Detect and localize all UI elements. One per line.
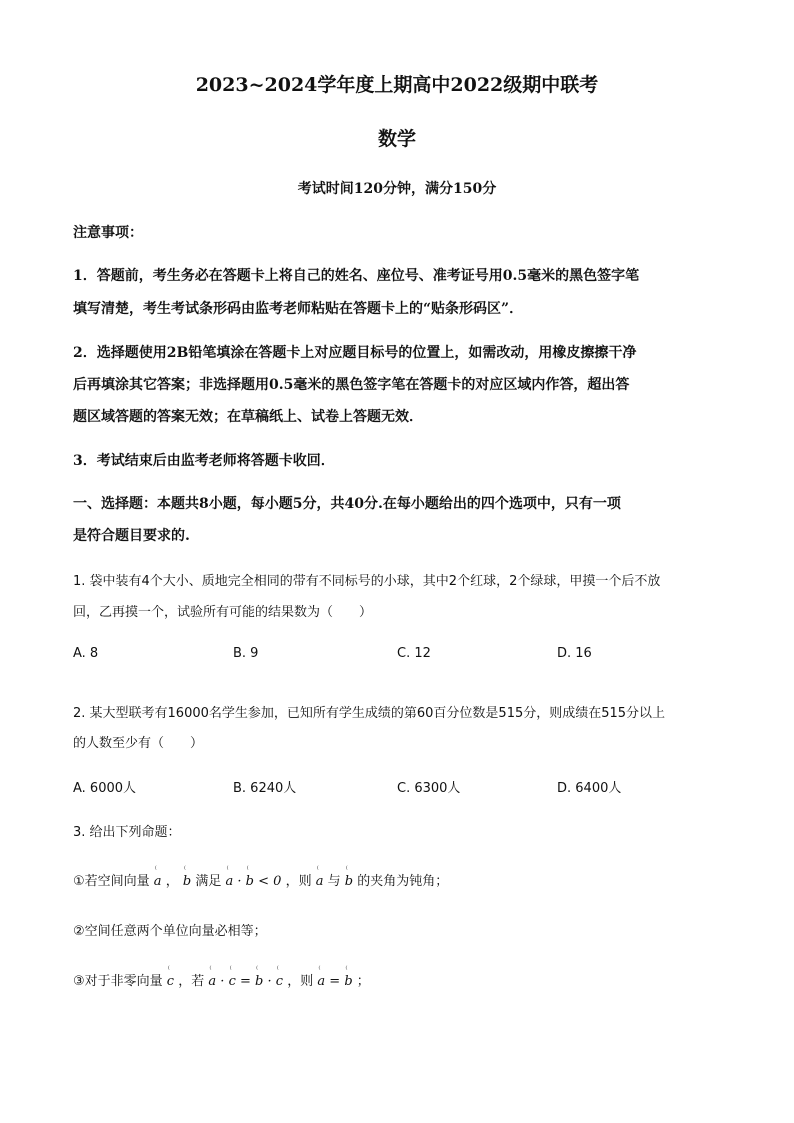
note-3: 3．考试结束后由监考老师将答题卡收回．: [73, 453, 335, 469]
q1-option-c: C. 12: [397, 646, 431, 661]
vector-b: ⁽ b: [344, 974, 352, 989]
notes-heading: 注意事项：: [73, 225, 143, 241]
vector-a: ⁽ a: [154, 874, 162, 889]
vector-b: ⁽ b: [183, 874, 191, 889]
p3-text-c: ，则: [287, 974, 314, 989]
p3-text-b: ，若: [178, 974, 205, 989]
q1-stem-line-1: 1. 袋中装有4个大小、质地完全相同的带有不同标号的小球，其中2个红球，2个绿球，甲摸一个后不放: [73, 574, 661, 589]
note-2-line-1: 2．选择题使用2B铅笔填涂在答题卡上对应题目标号的位置上，如需改动，用橡皮擦擦干净: [73, 345, 637, 361]
vector-a: ⁽ a: [317, 974, 325, 989]
q3-proposition-1: [73, 870, 733, 889]
note-1-line-2: 填写清楚，考生考试条形码由监考老师粘贴在答题卡上的“贴条形码区”．: [73, 301, 524, 317]
vector-c: ⁽ c: [276, 974, 283, 989]
vector-c: ⁽ c: [229, 974, 236, 989]
section-heading-line-2: 是符合题目要求的.: [73, 528, 190, 544]
equals-sign: =: [329, 974, 341, 989]
q1-option-b: B. 9: [233, 646, 259, 661]
q2-option-b: B. 6240人: [233, 781, 297, 796]
section-heading-line-1: 一、选择题：本题共8小题，每小题5分，共40分.在每小题给出的四个选项中，只有一项: [73, 496, 621, 512]
equals-sign: =: [239, 974, 251, 989]
dot-operator: ·: [237, 874, 242, 889]
q2-option-d: D. 6400人: [557, 781, 622, 796]
less-than-zero: < 0: [258, 874, 282, 889]
q3-proposition-2: ②空间任意两个单位向量必相等；: [73, 924, 267, 939]
note-1-line-1: 1．答题前，考生务必在答题卡上将自己的姓名、座位号、准考证号用0.5毫米的黑色签字笔: [73, 268, 640, 284]
p1-text-b: 满足: [195, 874, 222, 889]
vector-b: ⁽ b: [246, 874, 254, 889]
p1-text-d: 与: [327, 874, 341, 889]
q3-stem: 3. 给出下列命题：: [73, 825, 181, 840]
note-2-line-2: 后再填涂其它答案；非选择题用0.5毫米的黑色签字笔在答题卡的对应区域内作答，超出答: [73, 377, 630, 393]
p1-text-c: ，则: [285, 874, 312, 889]
q1-option-a: A. 8: [73, 646, 99, 661]
dot-operator: ·: [220, 974, 225, 989]
vector-a: ⁽ a: [208, 974, 216, 989]
q2-stem-line-1: 2. 某大型联考有16000名学生参加，已知所有学生成绩的第60百分位数是515分，则成绩在515分以上: [73, 706, 666, 721]
p1-text-a: ①若空间向量: [73, 874, 150, 889]
note-2-line-3: 题区域答题的答案无效；在草稿纸上、试卷上答题无效．: [73, 409, 423, 425]
exam-title: 2023~2024学年度上期高中2022级期中联考: [195, 74, 599, 96]
p3-text-d: ；: [356, 974, 370, 989]
q2-option-c: C. 6300人: [397, 781, 461, 796]
q3-proposition-3: [73, 970, 733, 989]
dot-operator: ·: [267, 974, 272, 989]
q1-stem-line-2: 回，乙再摸一个，试验所有可能的结果数为（ ）: [73, 605, 373, 620]
subject-title: 数学: [377, 128, 416, 150]
q2-stem-line-2: 的人数至少有（ ）: [73, 736, 204, 751]
p1-comma: ，: [165, 874, 179, 889]
vector-b: ⁽ b: [255, 974, 263, 989]
q1-option-d: D. 16: [557, 646, 592, 661]
p1-text-e: 的夹角为钝角；: [357, 874, 449, 889]
exam-info: 考试时间120分钟，满分150分: [297, 181, 497, 197]
q2-option-a: A. 6000人: [73, 781, 137, 796]
vector-c: ⁽ c: [167, 974, 174, 989]
p3-text-a: ③对于非零向量: [73, 974, 163, 989]
vector-a: ⁽ a: [225, 874, 233, 889]
vector-a: ⁽ a: [316, 874, 324, 889]
vector-b: ⁽ b: [345, 874, 353, 889]
